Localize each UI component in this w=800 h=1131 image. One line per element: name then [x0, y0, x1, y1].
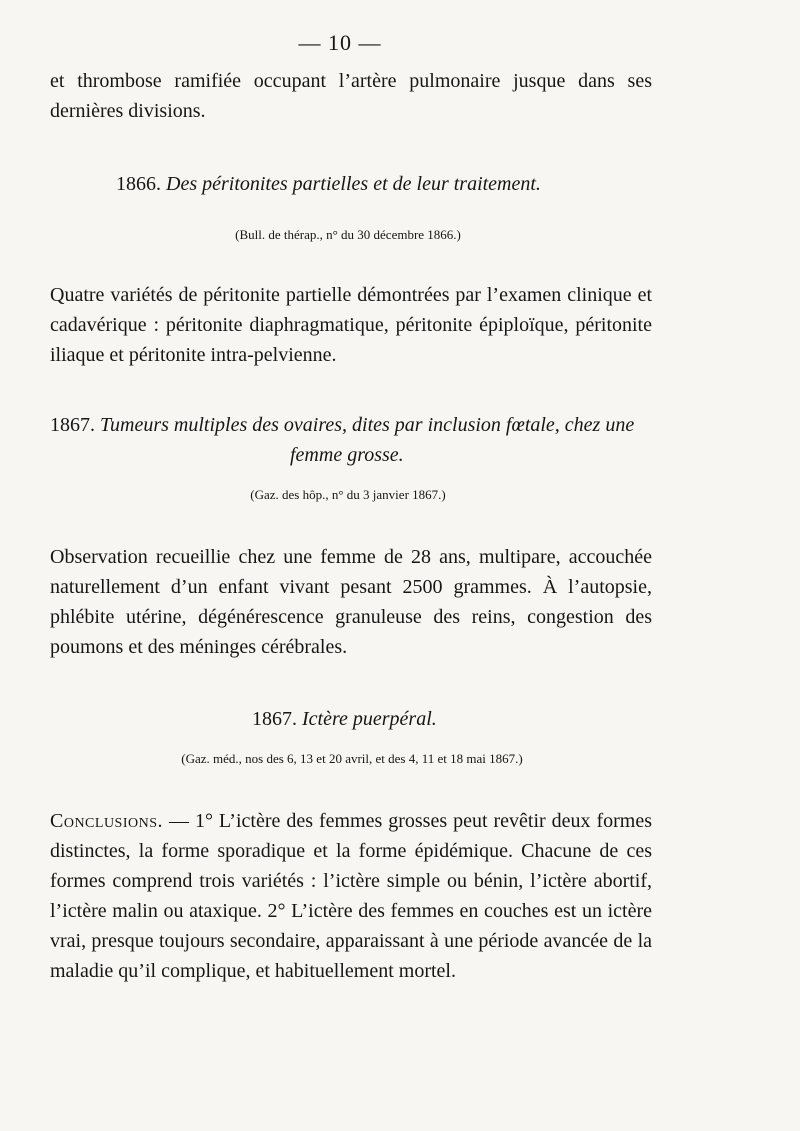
entry-1867b-heading — [252, 705, 437, 733]
entry-1867a-number: 1867. — [50, 414, 95, 436]
entry-1867a-title-line2: femme grosse. — [290, 444, 404, 466]
entry-1867a-body: Observation recueillie chez une femme de 28 ans, multipare, accouchée naturellement d’un enfant vivant pesant 2500 grammes. À l’autopsie, phlébite utérine, dégénérescence granuleuse des reins, congestion des poumons et des méninges cérébrales. — [50, 546, 652, 658]
entry-1867b-reference: (Gaz. méd., nos des 6, 13 et 20 avril, et des 4, 11 et 18 mai 1867.) — [181, 751, 523, 766]
entry-1866-number: 1866. — [116, 173, 161, 195]
entry-1867b-title: Ictère puerpéral. — [302, 708, 437, 730]
entry-1866-reference: (Bull. de thérap., n° du 30 décembre 1866.) — [235, 227, 461, 242]
entry-1866-body: Quatre variétés de péritonite partielle démontrées par l’examen clinique et cadavérique : péritonite diaphragmatique, péritonite épiploïque, péritonite iliaque et péritonite intra-pelvienne. — [50, 284, 652, 366]
entry-1866-title: Des péritonites partielles et de leur traitement. — [166, 173, 541, 195]
entry-1866-heading — [116, 170, 541, 198]
entry-1867a-heading-line2 — [290, 441, 404, 469]
entry-1867a-title-line1: Tumeurs multiples des ovaires, dites par inclusion fœtale, chez une — [100, 414, 635, 436]
entry-1867b-body: — 1° L’ictère des femmes grosses peut revêtir deux formes distinctes, la forme sporadique et la forme épidémique. Chacune de ces formes comprend trois variétés : l’ictère simple ou bénin, l’ictère abortif, l’ictère malin ou ataxique. 2° L’ictère des femmes en couches est un ictère vrai, presque toujours secondaire, apparaissant à une période avancée de la maladie qu’il complique, et habituellement mortel. — [50, 810, 652, 982]
conclusions-lead: Conclusions. — [50, 810, 164, 832]
page-number: — 10 — — [298, 30, 382, 55]
intro-paragraph: et thrombose ramifiée occupant l’artère pulmonaire jusque dans ses dernières divisions. — [50, 70, 652, 122]
entry-1867a-reference: (Gaz. des hôp., n° du 3 janvier 1867.) — [250, 487, 446, 502]
entry-1867b-number: 1867. — [252, 708, 297, 730]
entry-1867a-heading-line1 — [50, 411, 634, 439]
entry-1867b-body-paragraph — [50, 806, 652, 986]
